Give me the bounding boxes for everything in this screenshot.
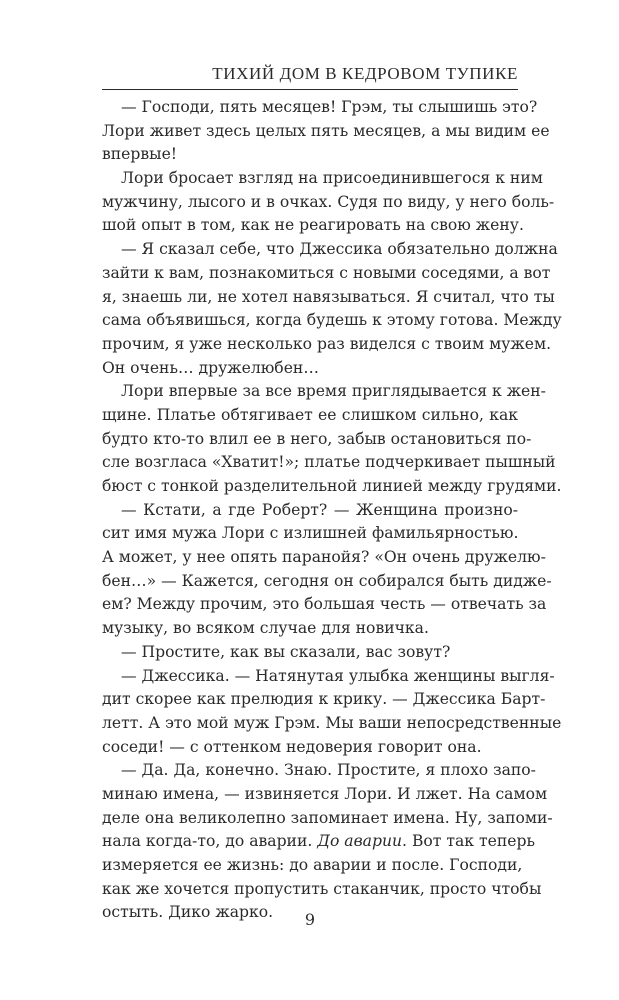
text-line: А может, у нее опять паранойя? «Он очень дружелю- [102, 548, 546, 567]
header-rule [102, 89, 518, 90]
text-line: бен…» — Кажется, сегодня он собирался быть диджe- [102, 571, 552, 590]
text-line: впервые! [102, 145, 178, 164]
text-run: нала когда-то, до аварии. [102, 832, 318, 851]
text-line: — Джессика. — Натянутая улыбка женщины выгля- [121, 666, 555, 685]
text-line: бюст с тонкой разделительной линией между грудями. [102, 477, 562, 495]
text-line: сле возгласа «Хватит!»; платье подчеркивает пышный [102, 453, 556, 472]
text-line: прочим, я уже несколько раз виделся с твоим мужем. [102, 334, 552, 353]
text-line: щине. Платье обтягивает ее слишком сильно, как [102, 405, 518, 424]
text-line: летт. А это мой муж Грэм. Мы ваши непосредственные [102, 713, 562, 732]
text-line: ем? Между прочим, это большая честь — отвечать за [102, 595, 547, 614]
text-line: — Я сказал себе, что Джессика обязательно должна [121, 240, 558, 259]
text-line: измеряется ее жизнь: до аварии и после. Господи, [102, 856, 523, 874]
text-line: Лори живет здесь целых пять месяцев, а мы видим ее [102, 121, 550, 140]
italic-emphasis: До аварии [317, 832, 403, 851]
text-line: будто кто-то влил ее в него, забыв остановиться по- [102, 429, 532, 448]
body-text [102, 96, 562, 925]
text-line: соседи! — с оттенком недоверия говорит она. [102, 737, 482, 756]
text-line: я, знаешь ли, не хотел навязываться. Я считал, что ты [102, 287, 555, 306]
page-number: 9 [304, 910, 316, 929]
text-line-mixed [102, 830, 535, 854]
text-run: . Вот так теперь [402, 832, 535, 851]
text-line: музыку, во всяком случае для новичка. [102, 619, 429, 638]
text-line: Он очень… дружелюбен… [102, 358, 319, 377]
text-line: шой опыт в том, как не реагировать на свою жену. [102, 216, 524, 235]
text-line: минаю имена, — извиняется Лори. И лжет. На самом [102, 784, 548, 803]
text-line: — Кстати, а где Роберт? — Женщина произно- [121, 500, 518, 519]
text-line: как же хочется пропустить стаканчик, просто чтобы [102, 879, 542, 898]
text-line: мужчину, лысого и в очках. Судя по виду, у него боль- [102, 192, 555, 211]
text-line: Лори впервые за все время приглядывается к жен- [121, 382, 546, 401]
running-head: ТИХИЙ ДОМ В КЕДРОВОМ ТУПИКЕ [212, 64, 518, 83]
text-line: дит скорее как прелюдия к крику. — Джессика Барт- [102, 690, 546, 709]
text-line: Лори бросает взгляд на присоединившегося к ним [121, 169, 543, 188]
text-line: — Простите, как вы сказали, вас зовут? [121, 642, 451, 661]
text-line: сама объявишься, когда будешь к этому готова. Между [102, 311, 562, 330]
text-line: — Господи, пять месяцев! Грэм, ты слышишь это? [121, 98, 538, 116]
text-line: — Да. Да, конечно. Знаю. Простите, я плохо запо- [121, 761, 536, 780]
text-line: деле она великолепно запоминает имена. Ну, запоми- [102, 808, 553, 827]
text-line: остыть. Дико жарко. [102, 903, 274, 922]
text-line: зайти к вам, познакомиться с новыми соседями, а вот [102, 263, 551, 282]
text-line: сит имя мужа Лори с излишней фамильярностью. [102, 524, 519, 543]
